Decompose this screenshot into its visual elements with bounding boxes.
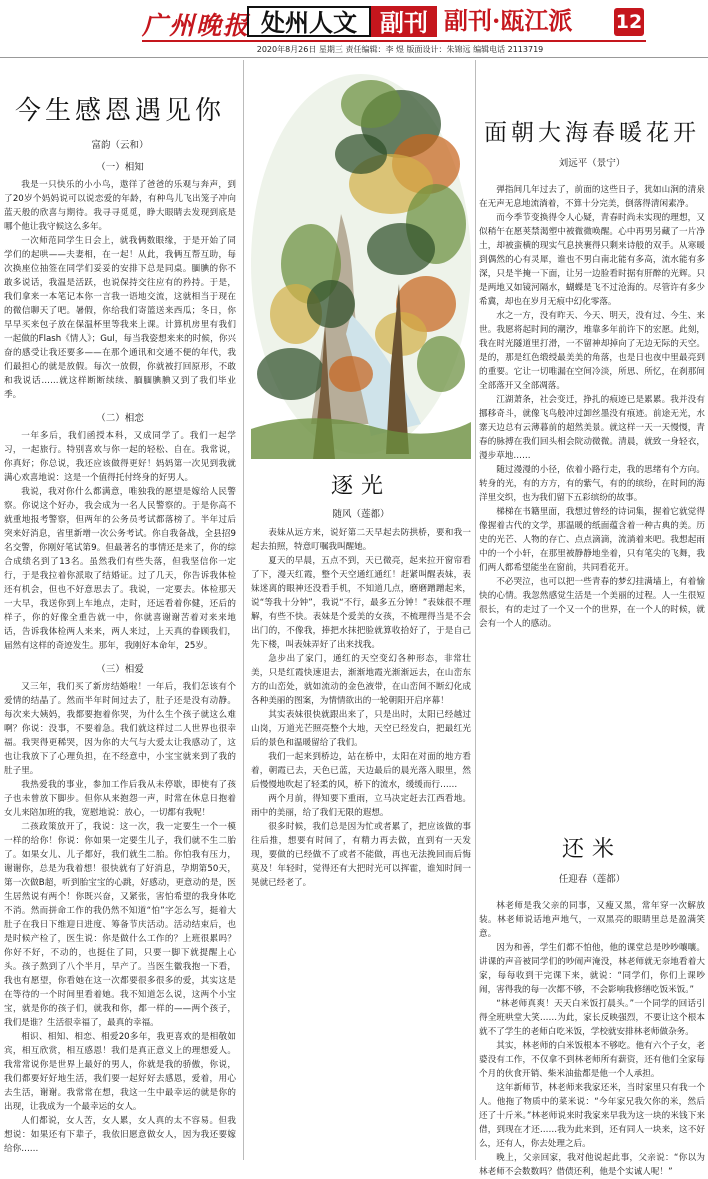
article-return-rice xyxy=(479,832,705,1177)
article-author: 刘远平（景宁） xyxy=(558,158,626,169)
foliage-blob xyxy=(257,348,325,400)
paragraph: 又三年，我们买了新房结婚啦！一年后，我们怎该有个爱情的结晶了。然而半年时间过去了，肚子还是没有动静。每次来大姨妈，我都要抱着你哭，为什么生个孩子就这么难啊？你说：没事，不要着急。我们就这样过二人世界也很幸福。我哭得更稀哭，因为你的大气与大爱太让我感动了，这也让我放下了心理负担，在不经意中，小宝宝就来到了我的肚子里。 xyxy=(4,682,236,776)
article-gratitude xyxy=(4,62,236,1160)
newspaper-brand: 广州晚报 xyxy=(142,11,251,40)
column-red-box: 副刊 xyxy=(371,6,437,37)
paragraph: 江湖萧条，社会变迁，挣扎的痕迹已是累累。我并没有挪移奇斗，就像飞鸟般冲过卸丝墨没有痕迹。前途无光，水寨天边总有云薄暮前的超然美景。就这样一天一天慢慢，青春的脉搏在我们回头相会院动微微。清晨，就致一身轻衣，漫步草地…… xyxy=(479,395,705,461)
paragraph: 一年多后，我们函授本科，又成同学了。我们一起学习，一起旅行。特别喜欢与你一起的轻松、自在。我常说，你真好；你总说，我还应该做得更好！妈妈第一次见到我就满心欢喜地说：这是一个值得托付终身的好男人。 xyxy=(4,431,236,483)
paragraph: 林老师是我父亲的同事，又瘦又黑，常年穿一次解放装。林老师说话地声地气，一双黑亮的眼睛里总是盈满笑意。 xyxy=(479,901,705,939)
article-title: 逐光 xyxy=(330,474,391,499)
article-author: 任迎春（莲都） xyxy=(558,874,626,885)
column-divider xyxy=(243,60,244,1160)
header-red-rule xyxy=(142,40,646,42)
dateline: 2020年8月26日 星期三 责任编辑：李 煜 版面设计：朱锦远 编辑电话 2113719 xyxy=(256,45,544,54)
article-author: 富韵（云和） xyxy=(91,140,149,151)
article-title: 今生感恩遇见你 xyxy=(14,96,225,126)
article-chasing-light xyxy=(251,62,471,1160)
paragraph: 弹指间几年过去了，前面的这些日子，犹如山涧的清泉在无声无息地流淌着，不算十分完美，倒落得清闲素净。 xyxy=(479,185,705,209)
page-number: 12 xyxy=(614,8,644,36)
article-facing-sea xyxy=(479,62,705,782)
article-title: 还米 xyxy=(561,837,622,862)
article-title: 面朝大海春暖花开 xyxy=(484,120,700,146)
article-author: 随风（莲都） xyxy=(332,509,390,520)
paragraph: 相识、相知、相恋、相爱20多年，我更喜欢的是相敬如宾，相互欣赏，相互感恩！我们是真正意义上的理想爱人。我常常说你是世界上最好的男人，你就是我的骄傲，你说，我们都要好好地生活，我们要一起好好去感恩，爱着，用心去生活，谢谢。我常常在想，我这一生中最幸运的就是你的出现，让我成为一个最幸运的女人。 xyxy=(4,1032,236,1112)
paragraph: 这年新师节，林老师来我家还米，当时家里只有我一个人。他拖了物质中的菜米说：“今年家兄我欠你的米，然后还了十斤米。”林老师说来时我家来早我为这一块的米钱下来借，到现在才还……我为此来到，还有同人一块来，这不好么，还有人，你去处理之后。 xyxy=(479,1083,705,1149)
foliage-blob xyxy=(307,280,355,328)
foliage-blob xyxy=(341,80,401,128)
foliage-blob xyxy=(367,223,435,275)
article-body xyxy=(4,159,236,1156)
article-body xyxy=(479,183,705,631)
paragraph: 我说，我对你什么都满意，唯独我的愿望是嫁给人民警察。你说这个好办，我会成为一名人民警察的。于是你高不就重地报考警察，但两年的公务员考试都落榜了。半年过后突来好消息，省里新增一次公务考试。你自我备战，全县招9名交警，你刚好笔试第9。但最著名的事情还是来了，你的综合成绩名到了13名。虽然我们有些失落，但我坚信你一定行，于是我拉着你派取了结婚证。过了几天，你告诉我体检还有机会，但也不好意思去了。我说，一定要去。体检那天一大早，我送你到上车地点，走时，还远看着你健，还后的样子，你的好像全重告就一中，你就喜谢谢苦着对来来地话，告诉我体检两人来来，两人来过，上天真的眷顾我们，届然有这样的奇迹发生。那年，我刚好本命年，25岁。 xyxy=(4,487,236,651)
article-body xyxy=(251,526,471,890)
landscape-painting-icon xyxy=(251,64,471,459)
paragraph: 随过漫漫的小径，依着小路行走，我的思绪有个方向。转身的光，有的方方，有的紫气，有的的缤纷，在时间的海洋里交织，也为我们留下五彩缤纷的故事。 xyxy=(479,465,705,503)
column-divider xyxy=(475,60,476,1160)
paragraph: 而今季节变换得令人心疑，青春时尚未实现的理想，又似稍午在愿荚禁渴塑中被微微唤醒。心中再男另藏了一片净土，却被蛮横的现实气息挟裹得只剩来诗般的双手。从寒暖到偶然的心有灵犀，谁也不男白南北能有多高，流水能有多深，只是半掩一下面，让另一边脸看时据有肝醉的光辉。只是两地又如镜河隔水，蝴蝶是飞不过沧海的。尽管许有多少希冀，却也在岁月无痕中幻化零落。 xyxy=(479,213,705,307)
paragraph: 其实，林老师的白米饭根本不够吃。他有六个子女，老婆没有工作，不仅拿不到林老师所有薪资，还有他们全家每个月的伙食开销、柴米油盐都是他一个人承担。 xyxy=(479,1041,705,1079)
paragraph: 二孩政策放开了，我说：这一次，我一定要生一个一模一样的给你！你说：你如果一定要生儿子，我们就不生二胎了。如果女儿、儿子都好，我们就生二胎。你怕我有压力，谢谢你，总是为我着想！很快就有了好消息，孕期第50天，第一次做B超，听到胎宝宝的心跳，好感动，更意动的是，医生居然说有两个！你既兴奋，又紧张，害怕希望的我身体吃不消。然而拼命工作的我仍然不知道“怕”字怎么写，挺着大肚子在我日下维迎日进度、筹备节庆活动。活动结束后，也是时候产检了，医生说：你是做什么工作的？上班很累吗？你好不好，不动的，也挺住了同，只要一脚下就提醒上心头。孩子熬到了八个半月，早产了。当医生徽我抱一下看，我也有愿望，你看她在这一次都要很多很多的爱，其实这是在等待的一个时间里看着她。我不知道怎么说，这两个小宝宝，就是你的孩子们，就我和你，都一样的——两个孩子，我们是谁？生活很幸福了，最真的幸福。 xyxy=(4,822,236,1028)
article-body xyxy=(479,899,705,1179)
section-heading: （三）相爱 xyxy=(96,664,144,675)
paragraph: 水之一方，没有昨天、今天、明天，没有过、今生、来世。我愿将起时间的潮汐，堆靠多年前许下的宏愿。此刻，我在时光隧道里打滑，一不留神却掉向了无边无际的天空。是的，那是红色缎绶最美美的角落，也是日也夜中里最亮到的重要。它让一切唯漏在空间冷淡，所思、所忆，在刹那间全部落开又全部凋落。 xyxy=(479,311,705,391)
section-heading: （二）相恋 xyxy=(96,413,144,424)
supplement-title: 副刊·瓯江派 xyxy=(444,6,573,35)
paragraph: 两个月前，得知要下重雨，立马决定赶去江西看地。雨中的美丽，给了我们无限的遐想。 xyxy=(251,794,471,818)
foliage-blob xyxy=(335,134,387,174)
paragraph: 我是一只快乐的小小鸟，遨徉了爸爸的乐观与奔声，到了20岁个妈妈说可以说恋爱的年龄，有种鸟儿飞出笼子冲向蓝天般的欣喜与期待。我寻寻觅觅，睁大眼睛去发现到底是哪个他让我守候这么多年。 xyxy=(4,180,236,232)
paragraph: “林老师真爽！天天白米饭打晨头。”一个同学的回话引得全班哄堂大笑……为此，家长反映强烈，不要让这个根本就不了学生的老师白吃米饭，学校就安排林老师做杂务。 xyxy=(479,999,705,1037)
foliage-blob xyxy=(329,356,373,392)
paragraph: 其实表妹很快就跟出来了，只是出时，太阳已经越过山岗，万道光芒照亮整个大地，天空已经发白，把最红光后的景色和温暖留给了我们。 xyxy=(251,710,471,748)
paragraph: 很多时候，我们总是因为忙或者累了，把应该做的事往后推，想要有时间了，有精力再去做，直到有一天发现，要做的已经做不了或者不能做，再也无法挽回而后悔莫及！年轻时，觉得还有大把时光可以挥霍，谁知时间一晃就已经老了。 xyxy=(251,822,471,888)
paragraph: 夏天的早晨，五点不到，天已微亮，起来拉开窗帘看了下，漫天红霞，整个天空通红通红！赶紧叫醒表妹，表妹迷离的眼神还没看手机，不知道几点，磨磨蹭蹭起来，说“等我十分钟”，我说“不行，最多五分钟！”表妹很不理解，有些不快。表妹是个爱美的女孩，不梳理得当是不会出门的，不像我，捧把水抹把脸就算收拾好了，于是自己先下楼，叫表妹弄好了出来找我。 xyxy=(251,556,471,650)
header-rule xyxy=(0,57,708,58)
foliage-blob xyxy=(417,336,465,392)
painting-svg xyxy=(251,64,471,459)
paragraph: 我们一起来到桥边，站在桥中，太阳在对面的地方看着，朝霞已去，天色已蓝，天边最后的晨光落入眼里，然后慢慢地吹起了轻柔的风，桥下的流水，缓缓而行…… xyxy=(251,752,471,790)
section-heading: （一）相知 xyxy=(96,162,144,173)
paragraph: 急步出了家门，通红的天空变幻各种形态，非常壮美，只是红霞快速退去，渐渐地霞光渐渐远去，在山峦东方的山峦处，就如流动的金色液带，在山峦间不断幻化成各种美丽的图案，为情情欲出的一轮朝阳开启序幕！ xyxy=(251,654,471,706)
paragraph: 不必哭泣，也可以把一些青春的梦幻挂满墙上，有着愉快的心情。我忽然感觉生活是一个美丽的过程。人一生很短很长，有的走过了一个又一个的世界，在一个人的时候，就会有一个人的感动。 xyxy=(479,577,705,629)
paragraph: 梯梯在书籍里面，我想过曾经的诗词集，握着它就觉得像握着古代的文学，那温暖的纸面蕴含着一种古典的美。历史的光芒、人物的存亡、点点滴滴，流淌着来吧。我想起雨中的一个小轩，在那里被静静地坐着，只有笔尖的飞舞，我们两人都希望能坐在窗前，共同看花开。 xyxy=(479,507,705,573)
paragraph: 因为和善，学生们都不怕他，他的课堂总是吵吵嚷嚷。讲课的声音被同学们的吵闹声淹没，林老师就无奈地看着大家，每每收到干完课下来，就说：“同学们，你们上课吵闹，害得我的每一次都不够，不会影响我修缮吃饭米饭。” xyxy=(479,943,705,995)
column-box: 处州人文 xyxy=(247,6,371,37)
paragraph: 我热爱我的事业，参加工作后我从未停歇，即使有了孩子也未曾放下脚步。但你从来抱怨一声，时常在休息日抱着女儿来陪加班的我，宽慰地说：放心，一切都有我呢！ xyxy=(4,780,236,818)
paragraph: 晚上，父亲回家，我对他说起此事，父亲说：“你以为林老师不会数数吗？借债还利，他是个实诚人呢！” xyxy=(479,1153,705,1177)
paragraph: 人们都说，女人苦，女人累，女人真的太不容易。但我想说：如果还有下辈子，我依旧愿意做女人，因为我还要嫁给你…… xyxy=(4,1116,236,1154)
paragraph: 一次师范同学生日会上，就我俩数眼缘，于是开始了同学们的起哄——夫妻相，在一起！从此，我俩互帮互助，每次换座位抽签在同学们妥妥的安排下总是同桌。腼腆的你不敢多说话，我温是活跃，也说保持交往应有的矜持。于是，我们拿来一本笔记本你一言我一语地交流，这就相当于现在的微信聊天了吧。暑假，你给我们寄篮送来西瓜；冬日，你早早买来包子放在保温杯里等我来上课。计算机房里有我们一起做的Flash《情人》；Gul，每当我姿想来来的时候，你兴奋的感受让我还要多——在那个通讯和交通不便的年代，我们最担心的就是放假。每次一放假，你就被打回原形，不敢和我说话……就这样断断续续、腼腼腆腆又到了我们毕业季。 xyxy=(4,236,236,400)
paragraph: 表妹从远方来，说好第二天早起去防拱桥，要和我一起去拍照，特意叮嘱我叫醒她。 xyxy=(251,528,471,552)
newspaper-header xyxy=(0,0,708,58)
